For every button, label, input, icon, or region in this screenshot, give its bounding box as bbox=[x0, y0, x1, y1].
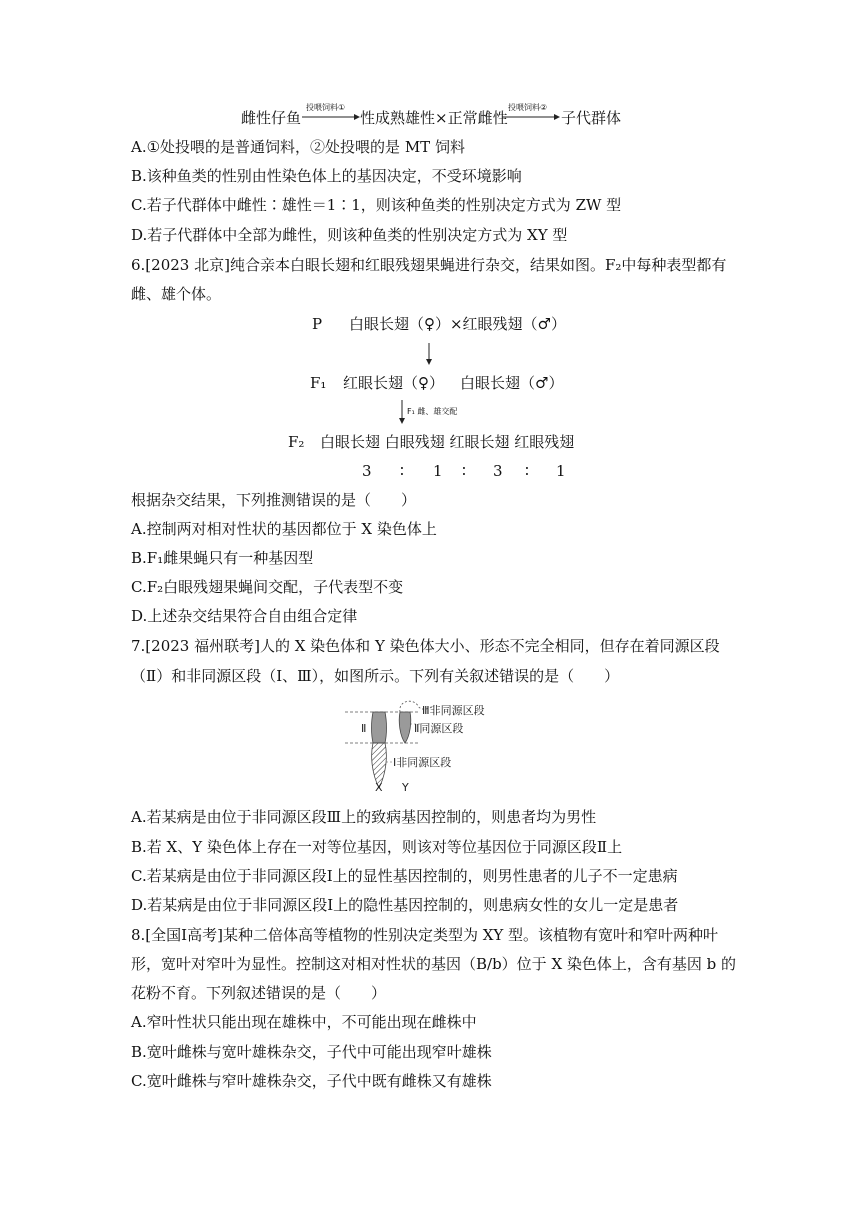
q7-option-b: B.若 X、Y 染色体上存在一对等位基因，则该对等位基因位于同源区段Ⅱ上 bbox=[131, 838, 623, 856]
ratio-sep: ∶ bbox=[462, 462, 466, 480]
label-y: Y bbox=[402, 781, 409, 794]
cross-f1-label: F₁ bbox=[310, 374, 327, 392]
q7-option-a: A.若某病是由位于非同源区段Ⅲ上的致病基因控制的，则患者均为男性 bbox=[131, 808, 597, 826]
cross-f2-text: 白眼长翅 白眼残翅 红眼长翅 红眼残翅 bbox=[320, 433, 575, 451]
ratio-sep: ∶ bbox=[400, 462, 404, 480]
x-homologous-segment bbox=[372, 712, 387, 743]
q5-option-a: A.①处投喂的是普通饲料，②处投喂的是 MT 饲料 bbox=[131, 138, 465, 156]
q7-stem-line1: 7.[2023 福州联考]人的 X 染色体和 Y 染色体大小、形态不完全相同，但存在着同源区段 bbox=[131, 637, 720, 655]
q8-option-c: C.宽叶雌株与窄叶雄株杂交，子代中既有雌株又有雄株 bbox=[131, 1072, 492, 1090]
flow-arrow2-label: 投喂饲料② bbox=[508, 103, 548, 112]
label-region-iii: Ⅲ非同源区段 bbox=[422, 704, 485, 717]
q6-option-b: B.F₁雌果蝇只有一种基因型 bbox=[131, 549, 314, 567]
cross-p-text: 白眼长翅（♀）×红眼残翅（♂） bbox=[349, 315, 566, 333]
flow-arrow1-label: 投喂饲料① bbox=[306, 103, 346, 112]
cross-arrow1-icon bbox=[425, 343, 433, 365]
q6-stem-line1: 6.[2023 北京]纯合亲本白眼长翅和红眼残翅果蝇进行杂交，结果如图。F₂中每种表型都有 bbox=[131, 256, 727, 274]
q7-stem-line2: （Ⅱ）和非同源区段（Ⅰ、Ⅲ），如图所示。下列有关叙述错误的是（ ） bbox=[131, 667, 620, 685]
q6-question: 根据杂交结果，下列推测错误的是（ ） bbox=[131, 491, 417, 509]
q8-stem-line1: 8.[全国Ⅰ高考]某种二倍体高等植物的性别决定类型为 XY 型。该植物有宽叶和窄叶两种叶 bbox=[131, 926, 719, 944]
q8-option-a: A.窄叶性状只能出现在雄株中，不可能出现在雌株中 bbox=[131, 1013, 477, 1031]
label-region-ii-right: Ⅱ同源区段 bbox=[414, 722, 464, 735]
q5-option-c: C.若子代群体中雌性∶雄性＝1∶1，则该种鱼类的性别决定方式为 ZW 型 bbox=[131, 196, 622, 214]
flow-arrow1-icon bbox=[302, 113, 360, 121]
ratio-value: 3 bbox=[493, 462, 503, 480]
cross-arrow2-note: F₁ 雌、雄交配 bbox=[407, 407, 458, 416]
cross-arrow2-icon bbox=[398, 400, 406, 424]
y-homologous-segment bbox=[399, 712, 411, 743]
q8-option-b: B.宽叶雌株与宽叶雄株杂交，子代中可能出现窄叶雄株 bbox=[131, 1043, 492, 1061]
q6-stem-line2: 雌、雄个体。 bbox=[131, 285, 222, 303]
flow-arrow2-icon bbox=[502, 113, 560, 121]
q6-option-a: A.控制两对相对性状的基因都位于 X 染色体上 bbox=[131, 520, 437, 538]
q6-option-d: D.上述杂交结果符合自由组合定律 bbox=[131, 607, 358, 625]
q5-option-d: D.若子代群体中全部为雌性，则该种鱼类的性别决定方式为 XY 型 bbox=[131, 226, 568, 244]
cross-f2-label: F₂ bbox=[288, 433, 305, 451]
ratio-value: 1 bbox=[433, 462, 443, 480]
ratio-value: 1 bbox=[556, 462, 566, 480]
ratio-sep: ∶ bbox=[525, 462, 529, 480]
cross-p-label: P bbox=[312, 315, 323, 333]
q7-option-c: C.若某病是由位于非同源区段Ⅰ上的显性基因控制的，则男性患者的儿子不一定患病 bbox=[131, 867, 678, 885]
ratio-value: 3 bbox=[362, 462, 372, 480]
label-region-i: Ⅰ非同源区段 bbox=[393, 756, 452, 769]
label-x: X bbox=[375, 781, 383, 794]
flow-start: 雌性仔鱼 bbox=[241, 109, 302, 127]
q7-option-d: D.若某病是由位于非同源区段Ⅰ上的隐性基因控制的，则患病女性的女儿一定是患者 bbox=[131, 896, 679, 914]
flow-middle: 性成熟雄性×正常雌性 bbox=[360, 109, 508, 127]
cross-f1-female: 红眼长翅（♀） bbox=[343, 374, 444, 392]
q6-option-c: C.F₂白眼残翅果蝇间交配，子代表型不变 bbox=[131, 578, 404, 596]
q5-option-b: B.该种鱼类的性别由性染色体上的基因决定，不受环境影响 bbox=[131, 167, 522, 185]
flow-end: 子代群体 bbox=[561, 109, 622, 127]
q8-stem-line3: 花粉不育。下列叙述错误的是（ ） bbox=[131, 984, 387, 1002]
label-region-ii-left: Ⅱ bbox=[361, 722, 367, 735]
q8-stem-line2: 形，宽叶对窄叶为显性。控制这对相对性状的基因（B/b）位于 X 染色体上，含有基因 b 的 bbox=[131, 955, 737, 973]
cross-f1-male: 白眼长翅（♂） bbox=[460, 374, 564, 392]
